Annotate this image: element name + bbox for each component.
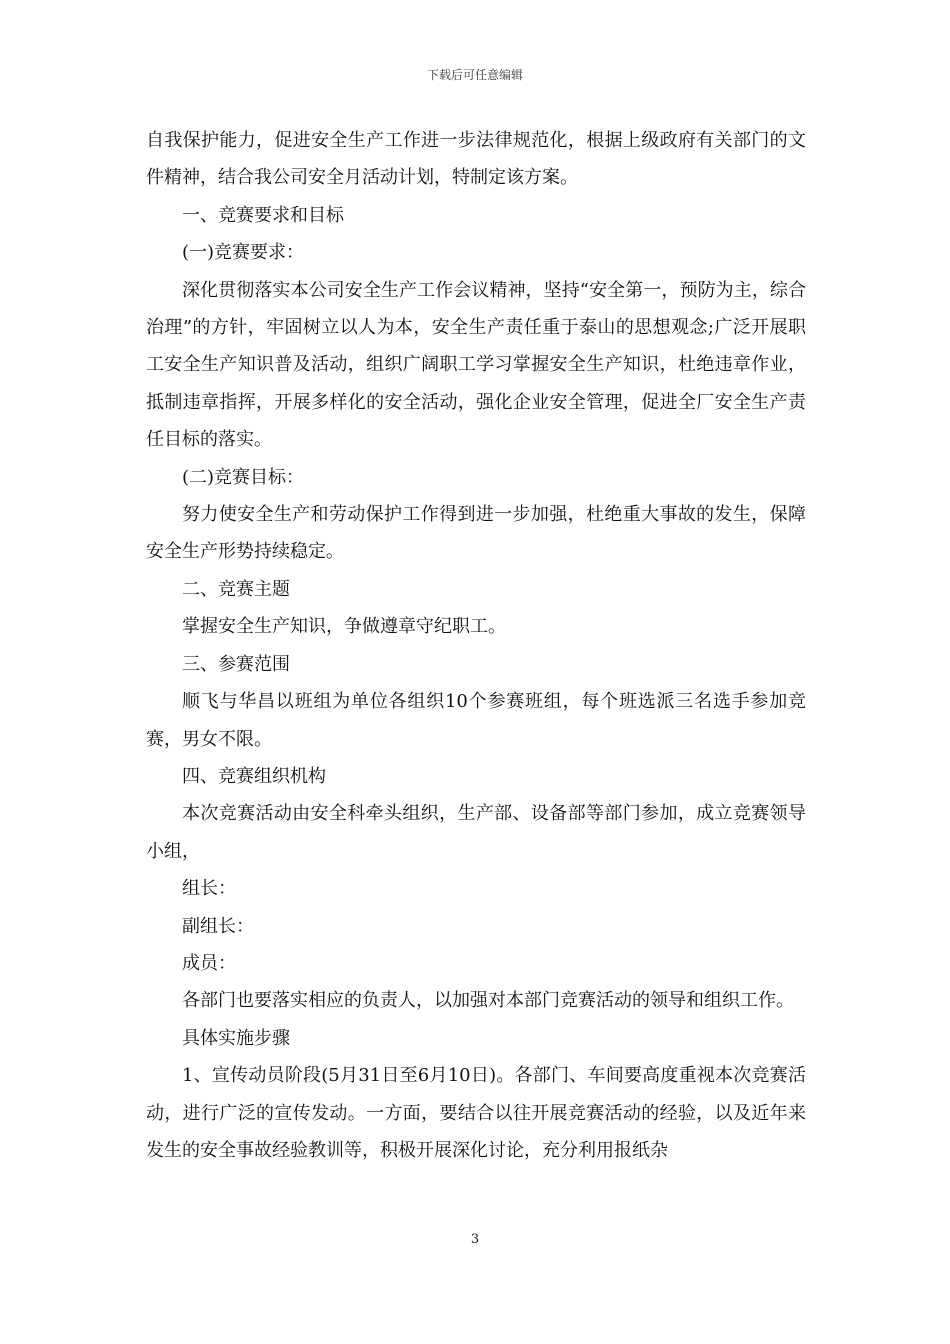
paragraph: 各部门也要落实相应的负责人，以加强对本部门竞赛活动的领导和组织工作。 [182, 990, 794, 1012]
role-line-leader: 组长： [182, 878, 236, 900]
paragraph: 顺飞与华昌以班组为单位各组织10个参赛班组，每个班选派三名选手参加竞赛，男女不限。 [146, 691, 806, 750]
paragraph: 1、宣传动员阶段(5月31日至6月10日)。各部门、车间要高度重视本次竞赛活动，进行广泛的宣传发动。一方面，要结合以往开展竞赛活动的经验，以及近年来发生的安全事故经验教训等，积极开展深化讨论，充分利用报纸杂 [146, 1065, 806, 1161]
document-body [146, 122, 806, 1169]
role-line-members: 成员： [182, 952, 236, 974]
section-heading: 三、参赛范围 [182, 653, 290, 675]
page-number: 3 [470, 1232, 480, 1247]
page-header: 下载后可任意编辑 [426, 68, 523, 82]
subsection-heading: (二)竞赛目标： [182, 466, 305, 488]
paragraph: 深化贯彻落实本公司安全生产工作会议精神，坚持“安全第一，预防为主，综合治理”的方针，牢固树立以人为本，安全生产责任重于泰山的思想观念;广泛开展职工安全生产知识普及活动，组织广阔职工学习掌握安全生产知识，杜绝违章作业，抵制违章指挥，开展多样化的安全活动，强化企业安全管理，促进全厂安全生产责任目标的落实。 [146, 279, 806, 451]
section-heading: 四、竞赛组织机构 [182, 765, 326, 787]
section-heading: 一、竞赛要求和目标 [182, 204, 344, 226]
paragraph: 自我保护能力，促进安全生产工作进一步法律规范化，根据上级政府有关部门的文件精神，结合我公司安全月活动计划，特制定该方案。 [146, 130, 806, 189]
paragraph: 努力使安全生产和劳动保护工作得到进一步加强，杜绝重大事故的发生，保障安全生产形势持续稳定。 [146, 504, 806, 563]
paragraph: 掌握安全生产知识，争做遵章守纪职工。 [182, 616, 506, 638]
role-line-deputy-leader: 副组长： [182, 915, 254, 937]
paragraph: 本次竞赛活动由安全科牵头组织，生产部、设备部等部门参加，成立竞赛领导小组， [146, 803, 806, 862]
section-heading: 具体实施步骤 [182, 1027, 290, 1049]
section-heading: 二、竞赛主题 [182, 578, 290, 600]
subsection-heading: (一)竞赛要求： [182, 242, 305, 264]
